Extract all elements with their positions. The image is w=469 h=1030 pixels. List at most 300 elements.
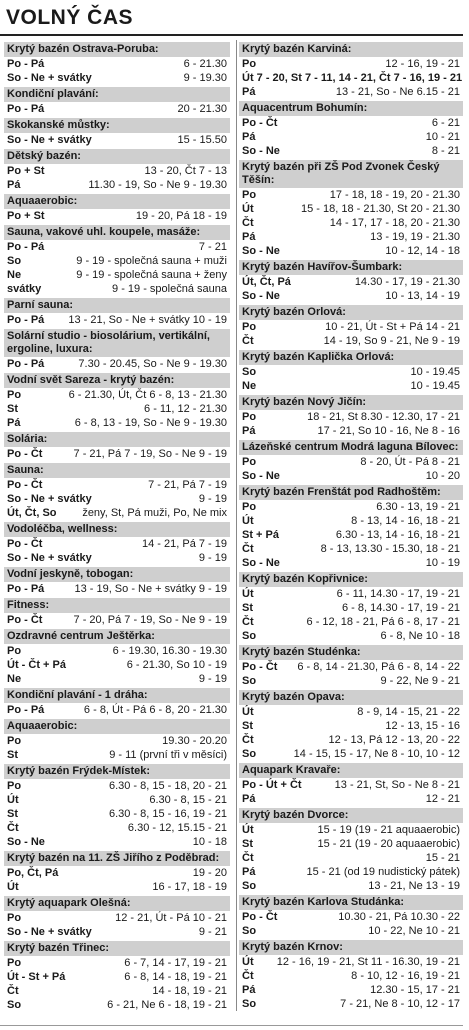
schedule-days: So - Ne xyxy=(242,557,280,569)
schedule-row xyxy=(239,879,463,893)
schedule-row xyxy=(239,85,463,99)
venue-heading: Kondiční plavání - 1 dráha: xyxy=(4,688,230,703)
schedule-row xyxy=(4,133,230,147)
schedule-hours: 9 - 19 xyxy=(198,493,227,505)
schedule-hours: 9 - 19.30 xyxy=(183,72,227,84)
schedule-hours: 12 - 16, 19 - 21, St 11 - 16.30, 19 - 21 xyxy=(276,956,460,968)
schedule-hours: 13 - 21, St, So - Ne 8 - 21 xyxy=(334,779,460,791)
schedule-days: So xyxy=(242,630,257,642)
schedule-days: Pá xyxy=(242,984,256,996)
venue-heading: Krytý bazén Studénka: xyxy=(239,645,463,660)
venue-heading: Krytý bazén Frenštát pod Radhoštěm: xyxy=(239,485,463,500)
schedule-row xyxy=(239,910,463,924)
venue-block xyxy=(239,160,463,258)
page-title: VOLNÝ ČAS xyxy=(6,6,134,29)
schedule-row xyxy=(239,587,463,601)
venue-block xyxy=(4,118,230,147)
schedule-row xyxy=(239,116,463,130)
venue-heading: Solária: xyxy=(4,432,230,447)
schedule-days: So xyxy=(7,255,22,267)
schedule-hours: 13 - 21, Ne 13 - 19 xyxy=(368,880,460,892)
venue-block xyxy=(4,42,230,85)
venue-heading: Krytý bazén Krnov: xyxy=(239,940,463,955)
schedule-days: Po - Čt xyxy=(242,117,278,129)
schedule-row xyxy=(239,542,463,556)
schedule-hours: 20 - 21.30 xyxy=(177,103,227,115)
schedule-hours: 10 - 20 xyxy=(425,470,460,482)
page-header xyxy=(0,0,469,40)
schedule-hours: 10 - 18 xyxy=(192,836,227,848)
schedule-hours: 12 - 13, Pá 12 - 13, 20 - 22 xyxy=(328,734,460,746)
schedule-row xyxy=(4,644,230,658)
schedule-hours: 15 - 21 (od 19 nudistický pátek) xyxy=(306,866,460,878)
schedule-row xyxy=(239,379,463,393)
schedule-days: Út, Čt, Pá xyxy=(242,276,291,288)
schedule-hours: 8 - 13, 13.30 - 15.30, 18 - 21 xyxy=(320,543,460,555)
schedule-days: Čt xyxy=(242,852,254,864)
schedule-row xyxy=(4,164,230,178)
schedule-days: Po xyxy=(242,321,257,333)
schedule-days: Pá xyxy=(242,231,256,243)
venue-block xyxy=(4,373,230,430)
schedule-days: Čt xyxy=(242,217,254,229)
schedule-row xyxy=(4,956,230,970)
venue-heading: Krytý aquapark Olešná: xyxy=(4,896,230,911)
schedule-days: Pá xyxy=(7,417,21,429)
schedule-hours: 9 - 11 (první tři v měsíci) xyxy=(109,749,227,761)
schedule-hours: 9 - 19 xyxy=(198,673,227,685)
schedule-days: So xyxy=(242,998,257,1010)
schedule-row xyxy=(4,506,230,520)
schedule-hours: 6.30 - 13, 19 - 21 xyxy=(376,501,460,513)
venue-heading: Krytý bazén Orlová: xyxy=(239,305,463,320)
schedule-hours: 13 - 19, 19 - 21.30 xyxy=(370,231,460,243)
schedule-row xyxy=(4,835,230,849)
left-column xyxy=(4,40,230,1012)
schedule-days: Út xyxy=(242,824,254,836)
venue-block xyxy=(4,567,230,596)
schedule-row xyxy=(4,672,230,686)
venue-block xyxy=(4,225,230,296)
venue-block xyxy=(4,719,230,762)
bottom-divider xyxy=(0,1025,463,1026)
venue-block xyxy=(239,940,463,1011)
schedule-row xyxy=(4,478,230,492)
schedule-row xyxy=(239,320,463,334)
venue-heading: Vodní svět Sareza - krytý bazén: xyxy=(4,373,230,388)
schedule-days: Út xyxy=(7,881,19,893)
schedule-days: Po xyxy=(7,957,22,969)
schedule-days: Čt xyxy=(7,985,19,997)
schedule-days: So - Ne + svátky xyxy=(7,926,92,938)
schedule-days: Út - Čt + Pá xyxy=(7,659,66,671)
schedule-row xyxy=(4,793,230,807)
schedule-days: Pá xyxy=(242,86,256,98)
schedule-days: Po xyxy=(242,58,257,70)
schedule-row xyxy=(4,492,230,506)
schedule-row xyxy=(4,254,230,268)
schedule-days: Po - Pá xyxy=(7,358,45,370)
schedule-row xyxy=(4,779,230,793)
schedule-row xyxy=(4,551,230,565)
venue-heading: Solární studio - biosolárium, vertikální, ergoline, luxura: xyxy=(4,329,230,357)
venue-heading: Krytý bazén Karviná: xyxy=(239,42,463,57)
schedule-hours: 17 - 18, 18 - 19, 20 - 21.30 xyxy=(329,189,460,201)
schedule-hours: 6 - 8, 13 - 19, So - Ne 9 - 19.30 xyxy=(74,417,227,429)
schedule-row xyxy=(4,703,230,717)
schedule-row xyxy=(4,880,230,894)
schedule-row xyxy=(239,969,463,983)
schedule-hours: 8 - 10, 12 - 16, 19 - 21 xyxy=(351,970,460,982)
schedule-days: Po + St xyxy=(7,165,45,177)
venue-block xyxy=(4,941,230,1012)
schedule-days: Čt xyxy=(242,335,254,347)
schedule-row xyxy=(4,102,230,116)
schedule-days: So xyxy=(242,880,257,892)
schedule-hours: 7 - 21, Pá 7 - 19, So - Ne 9 - 19 xyxy=(73,448,227,460)
schedule-row xyxy=(239,188,463,202)
venue-heading: Aquaaerobic: xyxy=(4,719,230,734)
schedule-days: Po - Pá xyxy=(7,583,45,595)
schedule-days: Po + St xyxy=(7,210,45,222)
schedule-days: Pá xyxy=(242,425,256,437)
schedule-hours: 13 - 19, So - Ne + svátky 9 - 19 xyxy=(74,583,227,595)
schedule-hours: 14 - 19, So 9 - 21, Ne 9 - 19 xyxy=(323,335,460,347)
schedule-days: So xyxy=(242,675,257,687)
schedule-row xyxy=(239,130,463,144)
schedule-hours: 16 - 17, 18 - 19 xyxy=(152,881,227,893)
schedule-hours: 14 - 21, Pá 7 - 19 xyxy=(142,538,227,550)
schedule-row xyxy=(239,924,463,938)
schedule-row xyxy=(239,674,463,688)
schedule-days: So - Ne + svátky xyxy=(7,134,92,146)
venue-block xyxy=(239,485,463,570)
schedule-row xyxy=(239,747,463,761)
venue-heading: Krytý bazén Frýdek-Místek: xyxy=(4,764,230,779)
schedule-hours: 6 - 21.30, So 10 - 19 xyxy=(126,659,227,671)
schedule-hours: 10.30 - 21, Pá 10.30 - 22 xyxy=(338,911,460,923)
schedule-days: Po xyxy=(242,189,257,201)
venue-block xyxy=(239,395,463,438)
venue-heading: Vodoléčba, wellness: xyxy=(4,522,230,537)
venue-block xyxy=(239,572,463,643)
schedule-hours: 6 - 21.30, Út, Čt 6 - 8, 13 - 21.30 xyxy=(68,389,227,401)
schedule-row xyxy=(239,144,463,158)
schedule-row xyxy=(239,660,463,674)
schedule-row xyxy=(239,865,463,879)
schedule-row xyxy=(4,613,230,627)
schedule-days: So - Ne + svátky xyxy=(7,552,92,564)
venue-heading: Aquacentrum Bohumín: xyxy=(239,101,463,116)
schedule-hours: 6 - 8, Út - Pá 6 - 8, 20 - 21.30 xyxy=(83,704,227,716)
title-divider xyxy=(0,34,463,36)
schedule-days: Čt xyxy=(242,970,254,982)
schedule-days: Po - Pá xyxy=(7,241,45,253)
schedule-days: Po xyxy=(242,456,257,468)
schedule-row xyxy=(4,209,230,223)
venue-block xyxy=(4,194,230,223)
schedule-row xyxy=(239,837,463,851)
schedule-row xyxy=(4,998,230,1012)
venue-block xyxy=(239,440,463,483)
schedule-row xyxy=(4,984,230,998)
venue-block xyxy=(4,598,230,627)
venue-block xyxy=(239,808,463,893)
schedule-row xyxy=(239,514,463,528)
venue-heading: Kondiční plavání: xyxy=(4,87,230,102)
schedule-row xyxy=(4,911,230,925)
schedule-days: Pá xyxy=(242,793,256,805)
schedule-hours: 9 - 19 - společná sauna + muži xyxy=(76,255,227,267)
schedule-row xyxy=(4,57,230,71)
schedule-days: Út 7 - 20, St 7 - 11, 14 - 21, Čt 7 - 16, 19 - 21 xyxy=(242,72,463,84)
schedule-hours: 6.30 - 13, 14 - 16, 18 - 21 xyxy=(335,529,460,541)
venue-heading: Ozdravné centrum Ještěrka: xyxy=(4,629,230,644)
venue-heading: Krytý bazén Třinec: xyxy=(4,941,230,956)
schedule-row xyxy=(239,983,463,997)
schedule-days: Po - Čt xyxy=(7,614,43,626)
schedule-hours: 7 - 21, Ne 8 - 10, 12 - 17 xyxy=(340,998,460,1010)
venue-heading: Krytý bazén Nový Jičín: xyxy=(239,395,463,410)
schedule-row xyxy=(239,528,463,542)
schedule-row xyxy=(4,866,230,880)
schedule-row xyxy=(4,748,230,762)
venue-heading: Krytý bazén při ZŠ Pod Zvonek Český Těšín: xyxy=(239,160,463,188)
schedule-days: Pá xyxy=(242,131,256,143)
schedule-hours: 12 - 21 xyxy=(425,793,460,805)
schedule-days: Po xyxy=(242,411,257,423)
schedule-hours: 6 - 7, 14 - 17, 19 - 21 xyxy=(124,957,227,969)
right-column xyxy=(236,40,463,1011)
schedule-hours: 15 - 21 xyxy=(425,852,460,864)
schedule-hours: 10 - 21 xyxy=(425,131,460,143)
schedule-row xyxy=(239,469,463,483)
schedule-hours: 13 - 21, So - Ne 6.15 - 21 xyxy=(335,86,460,98)
venue-heading: Krytý bazén Dvorce: xyxy=(239,808,463,823)
schedule-row xyxy=(239,244,463,258)
schedule-hours: 12 - 16, 19 - 21 xyxy=(385,58,460,70)
schedule-hours: 6 - 21.30 xyxy=(183,58,227,70)
schedule-days: So - Ne xyxy=(242,245,280,257)
venue-block xyxy=(4,463,230,520)
schedule-days: Út xyxy=(242,956,254,968)
schedule-days: Út xyxy=(242,203,254,215)
schedule-days: So xyxy=(242,925,257,937)
venue-heading: Lázeňské centrum Modrá laguna Bílovec: xyxy=(239,440,463,455)
venue-block xyxy=(4,629,230,686)
schedule-days: Út xyxy=(242,706,254,718)
schedule-row xyxy=(239,230,463,244)
schedule-hours: 13 - 21, So - Ne + svátky 10 - 19 xyxy=(68,314,227,326)
schedule-days: Ne xyxy=(7,673,22,685)
schedule-row xyxy=(239,500,463,514)
venue-heading: Skokanské můstky: xyxy=(4,118,230,133)
schedule-hours: 6 - 19.30, 16.30 - 19.30 xyxy=(112,645,227,657)
schedule-hours: 6 - 12, 18 - 21, Pá 6 - 8, 17 - 21 xyxy=(306,616,460,628)
schedule-row xyxy=(239,334,463,348)
schedule-hours: 8 - 13, 14 - 16, 18 - 21 xyxy=(351,515,460,527)
schedule-row xyxy=(4,402,230,416)
schedule-days: So xyxy=(242,366,257,378)
schedule-hours: 9 - 19 xyxy=(198,552,227,564)
schedule-days: So - Ne + svátky xyxy=(7,493,92,505)
schedule-days: Pá xyxy=(242,866,256,878)
schedule-row xyxy=(239,792,463,806)
schedule-days: Po xyxy=(7,389,22,401)
schedule-hours: 15 - 18, 18 - 21.30, St 20 - 21.30 xyxy=(301,203,460,215)
schedule-row xyxy=(239,289,463,303)
venue-heading: Krytý bazén Kaplička Orlová: xyxy=(239,350,463,365)
schedule-days: Po - Čt xyxy=(7,479,43,491)
venue-block xyxy=(239,645,463,688)
schedule-days: Po - Čt xyxy=(242,911,278,923)
schedule-hours: 11.30 - 19, So - Ne 9 - 19.30 xyxy=(88,179,227,191)
schedule-days: Út xyxy=(242,515,254,527)
schedule-hours: 10 - 13, 14 - 19 xyxy=(385,290,460,302)
schedule-days: Ne xyxy=(7,269,22,281)
schedule-hours: 12 - 13, 15 - 16 xyxy=(385,720,460,732)
schedule-row xyxy=(239,778,463,792)
schedule-row xyxy=(239,455,463,469)
schedule-hours: 15 - 15.50 xyxy=(177,134,227,146)
venue-block xyxy=(239,42,463,99)
schedule-hours: 7 - 20, Pá 7 - 19, So - Ne 9 - 19 xyxy=(73,614,227,626)
schedule-row xyxy=(4,416,230,430)
venue-block xyxy=(239,260,463,303)
venue-heading: Vodní jeskyně, tobogan: xyxy=(4,567,230,582)
schedule-row xyxy=(239,365,463,379)
schedule-hours: 6 - 8, 14.30 - 17, 19 - 21 xyxy=(341,602,460,614)
schedule-days: Po xyxy=(7,912,22,924)
schedule-days: Po - Pá xyxy=(7,58,45,70)
schedule-days: Po, Čt, Pá xyxy=(7,867,59,879)
schedule-hours: 8 - 21 xyxy=(431,145,460,157)
schedule-hours: 6 - 21 xyxy=(431,117,460,129)
schedule-row xyxy=(239,556,463,570)
venue-block xyxy=(4,764,230,849)
schedule-row xyxy=(4,807,230,821)
schedule-row xyxy=(239,997,463,1011)
schedule-hours: 6.30 - 12, 15.15 - 21 xyxy=(127,822,227,834)
schedule-days: So - Ne xyxy=(7,836,45,848)
schedule-days: Po - Čt xyxy=(242,661,278,673)
schedule-row xyxy=(239,719,463,733)
venue-block xyxy=(239,690,463,761)
schedule-days: Po - Út + Čt xyxy=(242,779,302,791)
schedule-hours: 19.30 - 20.20 xyxy=(162,735,227,747)
schedule-hours: 12.30 - 15, 17 - 21 xyxy=(370,984,460,996)
venue-block xyxy=(239,763,463,806)
schedule-days: So - Ne xyxy=(242,470,280,482)
venue-heading: Aquapark Kravaře: xyxy=(239,763,463,778)
schedule-row xyxy=(4,734,230,748)
venue-heading: Sauna, vakové uhl. koupele, masáže: xyxy=(4,225,230,240)
schedule-days: So - Ne xyxy=(242,290,280,302)
schedule-hours: 14 - 17, 17 - 18, 20 - 21.30 xyxy=(329,217,460,229)
schedule-row xyxy=(239,629,463,643)
schedule-days: Út xyxy=(7,794,19,806)
venue-block xyxy=(239,895,463,938)
schedule-days: So xyxy=(7,999,22,1011)
schedule-hours: 10 - 19.45 xyxy=(410,366,460,378)
schedule-row xyxy=(4,357,230,371)
schedule-hours: 15 - 21 (19 - 20 aquaaerobic) xyxy=(317,838,460,850)
venue-block xyxy=(239,101,463,158)
schedule-days: So xyxy=(242,748,257,760)
schedule-row xyxy=(4,268,230,282)
schedule-row xyxy=(4,282,230,296)
schedule-days: St xyxy=(242,838,253,850)
venue-block xyxy=(4,298,230,327)
schedule-hours: 6 - 8, Ne 10 - 18 xyxy=(380,630,460,642)
schedule-row xyxy=(4,658,230,672)
schedule-row xyxy=(4,313,230,327)
schedule-row xyxy=(239,57,463,71)
schedule-hours: 7.30 - 20.45, So - Ne 9 - 19.30 xyxy=(78,358,227,370)
schedule-days: St + Pá xyxy=(242,529,279,541)
venue-block xyxy=(4,851,230,894)
schedule-days: Čt xyxy=(242,616,254,628)
venue-block xyxy=(4,432,230,461)
schedule-hours: 7 - 21, Pá 7 - 19 xyxy=(148,479,227,491)
schedule-row xyxy=(4,388,230,402)
schedule-hours: 10 - 21, Út - St + Pá 14 - 21 xyxy=(325,321,460,333)
schedule-hours: 6 - 21, Ne 6 - 18, 19 - 21 xyxy=(107,999,227,1011)
schedule-days: St xyxy=(242,602,253,614)
schedule-hours: 9 - 19 - společná sauna + ženy xyxy=(76,269,227,281)
schedule-row xyxy=(239,410,463,424)
schedule-hours: 10 - 19 xyxy=(425,557,460,569)
venue-heading: Fitness: xyxy=(4,598,230,613)
schedule-days: St xyxy=(242,720,253,732)
venue-heading: Krytý bazén Opava: xyxy=(239,690,463,705)
schedule-row xyxy=(239,823,463,837)
schedule-hours: 8 - 20, Út - Pá 8 - 21 xyxy=(360,456,460,468)
schedule-hours: 14 - 18, 19 - 21 xyxy=(152,985,227,997)
schedule-hours: 10 - 22, Ne 10 - 21 xyxy=(368,925,460,937)
venue-block xyxy=(4,87,230,116)
schedule-row xyxy=(4,970,230,984)
schedule-days: Po xyxy=(7,735,22,747)
schedule-days: Čt xyxy=(242,734,254,746)
schedule-row xyxy=(4,582,230,596)
schedule-hours: 6 - 11, 12 - 21.30 xyxy=(144,403,227,415)
schedule-days: Čt xyxy=(242,543,254,555)
venue-heading: Krytý bazén Ostrava-Poruba: xyxy=(4,42,230,57)
schedule-hours: 6.30 - 8, 15 - 21 xyxy=(149,794,227,806)
schedule-row xyxy=(4,925,230,939)
venue-block xyxy=(4,522,230,565)
venue-block xyxy=(4,896,230,939)
schedule-days: Út xyxy=(242,588,254,600)
schedule-row xyxy=(4,71,230,85)
schedule-hours: 8 - 9, 14 - 15, 21 - 22 xyxy=(357,706,460,718)
schedule-days: Po - Čt xyxy=(7,448,43,460)
schedule-row xyxy=(4,447,230,461)
venue-heading: Krytý bazén Kopřivnice: xyxy=(239,572,463,587)
schedule-hours: 14 - 15, 15 - 17, Ne 8 - 10, 10 - 12 xyxy=(293,748,460,760)
schedule-days: Po - Pá xyxy=(7,103,45,115)
venue-heading: Krytý bazén Karlova Studánka: xyxy=(239,895,463,910)
schedule-hours: 9 - 19 - společná sauna xyxy=(112,283,227,295)
schedule-hours: 6 - 11, 14.30 - 17, 19 - 21 xyxy=(336,588,460,600)
schedule-days: svátky xyxy=(7,283,42,295)
venue-block xyxy=(4,329,230,371)
schedule-row xyxy=(239,71,463,85)
venue-block xyxy=(239,350,463,393)
schedule-hours: 6.30 - 8, 15 - 16, 19 - 21 xyxy=(108,808,227,820)
schedule-hours: ženy, St, Pá muži, Po, Ne mix xyxy=(82,507,227,519)
